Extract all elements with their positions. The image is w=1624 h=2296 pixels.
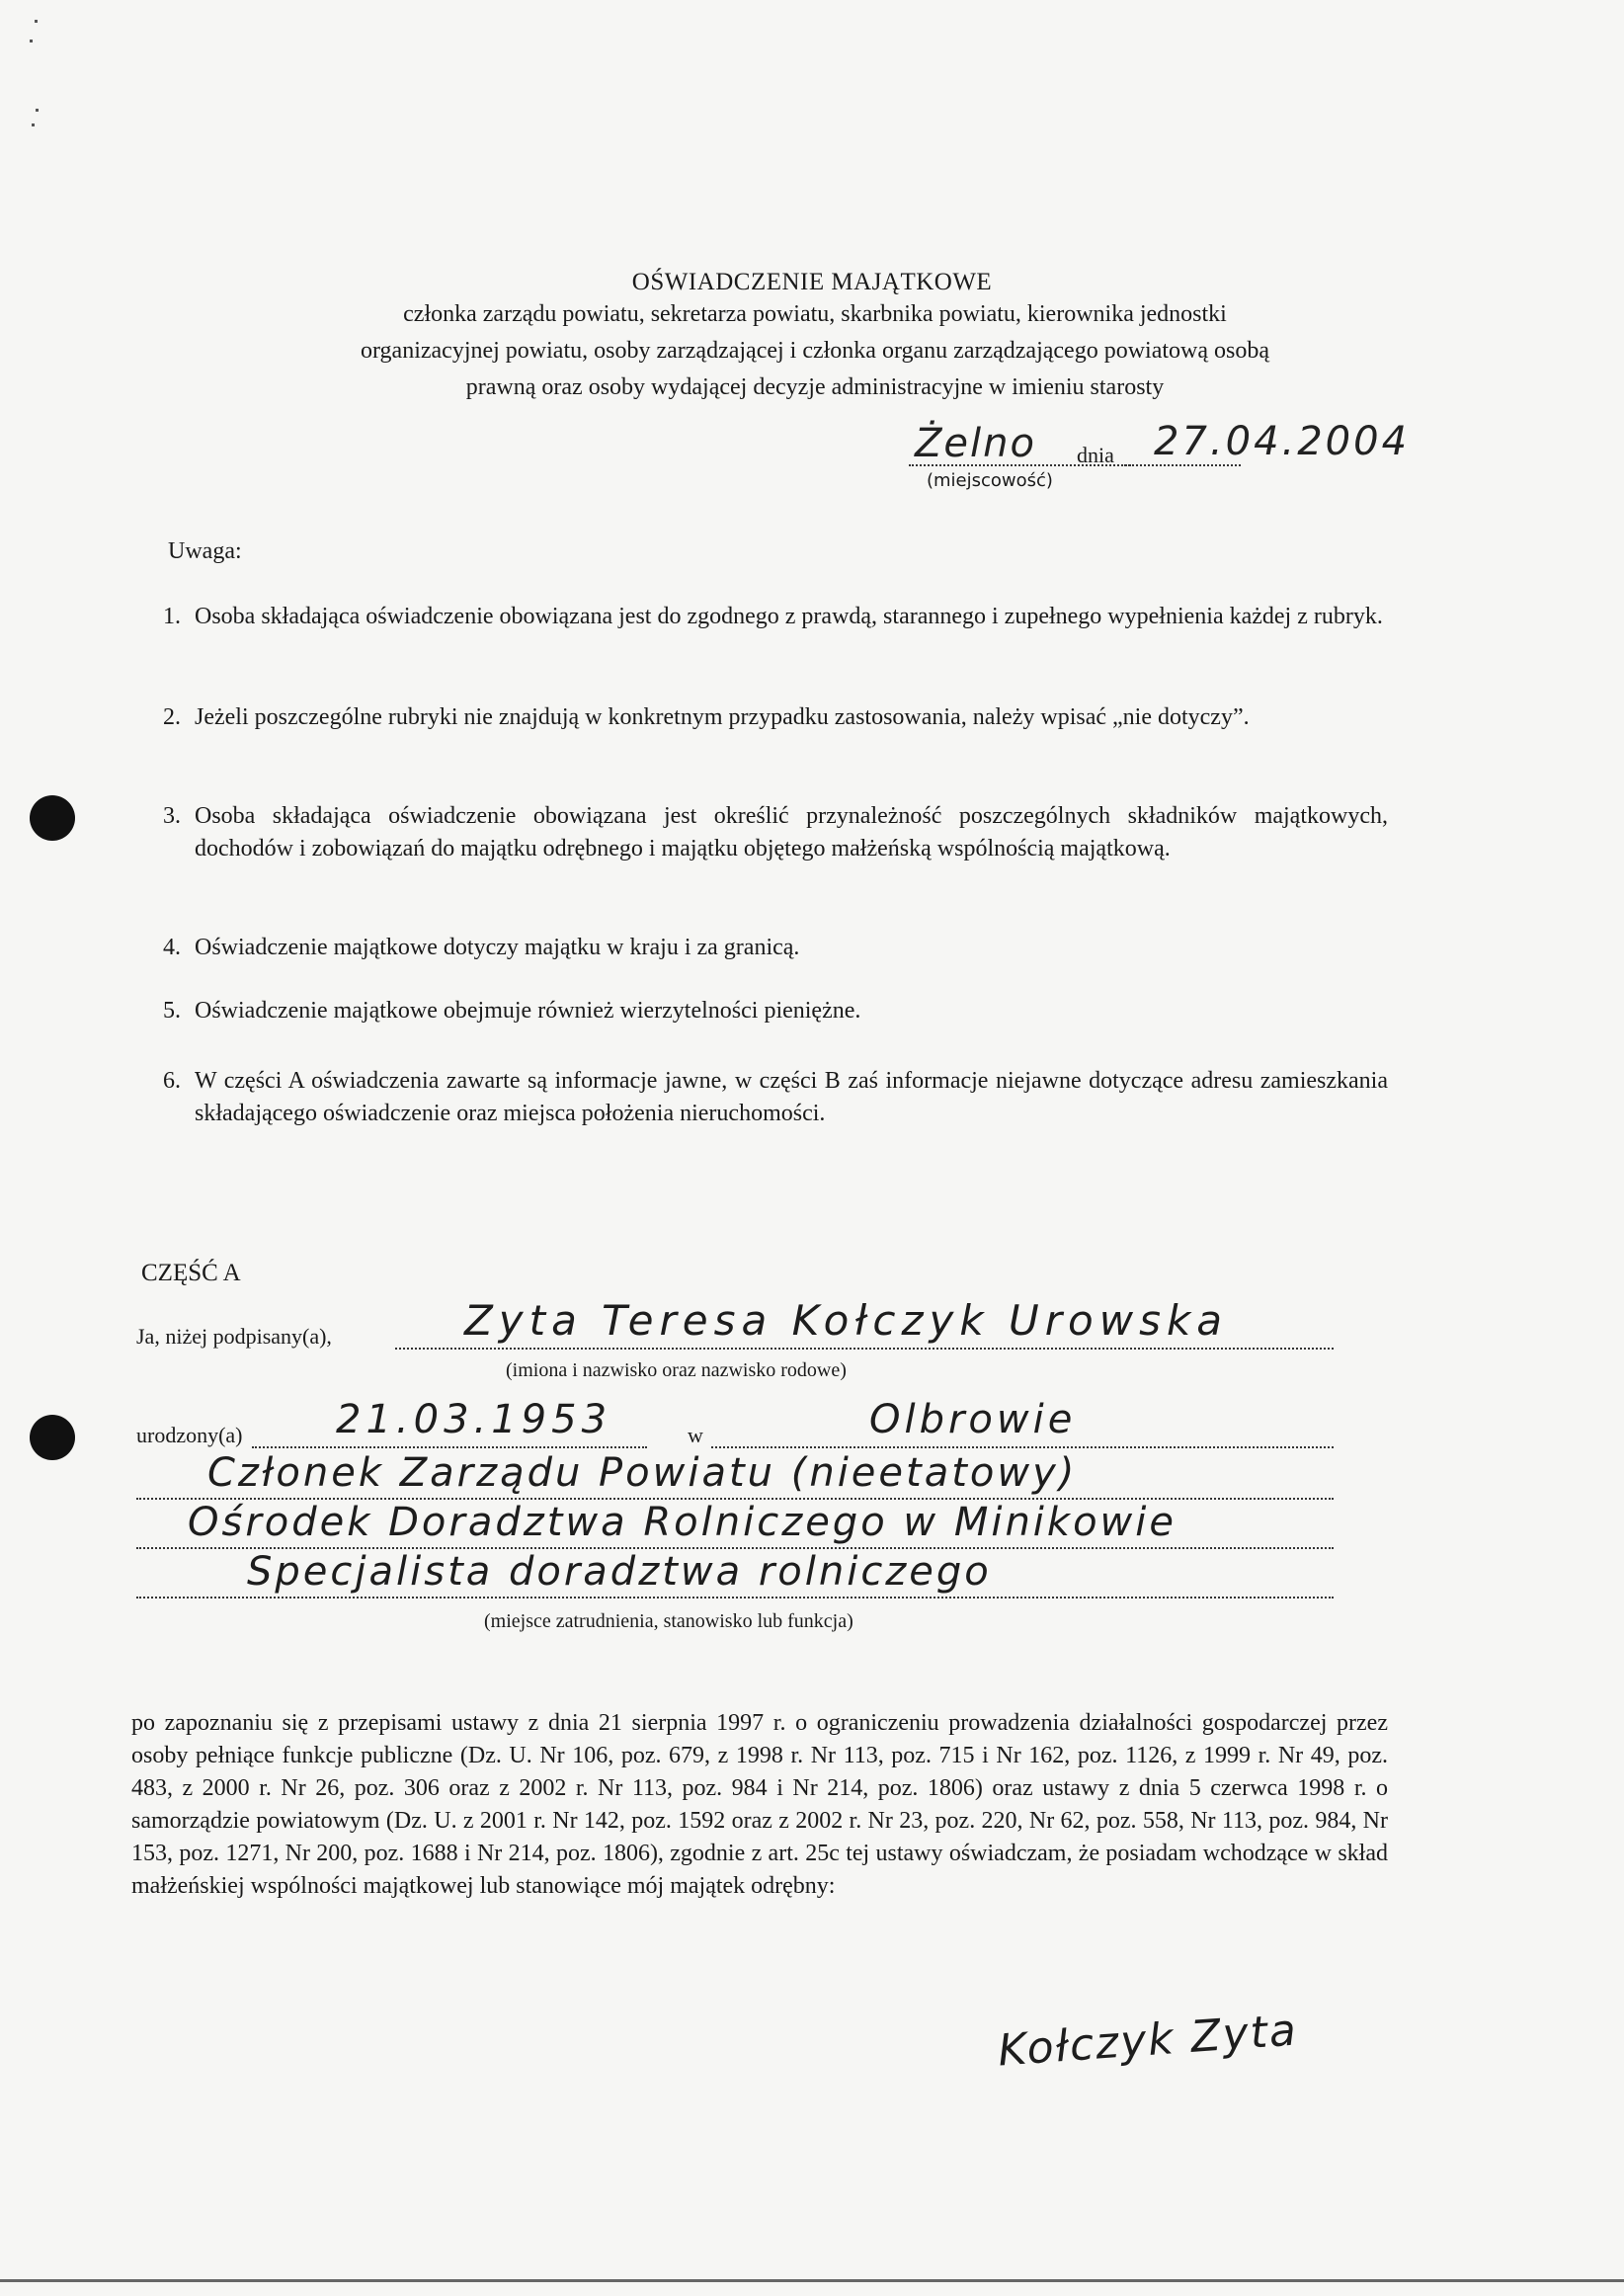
place-value: Żelno <box>915 421 1036 466</box>
note-number: 6. <box>163 1068 181 1094</box>
note-item <box>153 932 1388 967</box>
employment-line <box>136 1597 1334 1599</box>
punch-hole <box>30 795 75 841</box>
note-item <box>153 701 1388 771</box>
born-place-value: Olbrowie <box>869 1397 1077 1442</box>
employment-value: Członek Zarządu Powiatu (nieetatowy) <box>207 1450 1078 1496</box>
note-number: 3. <box>163 803 181 829</box>
note-text: W części A oświadczenia zawarte są informacje jawne, w części B zaś informacje niejawne dotyczące adresu zamieszkania składającego oświadczenie oraz miejsca położenia nieruchomości. <box>195 1068 1388 1126</box>
date-label: dnia <box>1077 443 1114 467</box>
subtitle-line: organizacyjnej powiatu, osoby zarządzającej i członka organu zarządzającego powiatową osobą <box>360 338 1269 364</box>
note-number: 1. <box>163 604 181 629</box>
scan-mark <box>32 123 35 126</box>
scan-mark <box>30 40 33 42</box>
born-in-label: w <box>688 1423 703 1447</box>
note-text: Oświadczenie majątkowe obejmuje również wierzytelności pieniężne. <box>195 998 861 1024</box>
born-label: urodzony(a) <box>136 1423 243 1447</box>
part-a-heading: CZĘŚĆ A <box>141 1260 241 1286</box>
subtitle-line: prawną oraz osoby wydającej decyzje administracyjne w imieniu starosty <box>465 374 1165 400</box>
name-value: Zyta Teresa Kołczyk Urowska <box>464 1296 1229 1345</box>
scan-bottom-edge <box>0 2279 1624 2282</box>
notes-heading: Uwaga: <box>168 538 242 564</box>
date-line <box>1124 464 1241 466</box>
subtitle-line: członka zarządu powiatu, sekretarza powiatu, skarbnika powiatu, kierownika jednostki <box>403 301 1227 327</box>
note-number: 5. <box>163 998 181 1024</box>
born-date-value: 21.03.1953 <box>336 1397 612 1442</box>
note-text: Oświadczenie majątkowe dotyczy majątku w kraju i za granicą. <box>195 935 800 960</box>
note-item <box>153 995 1388 1030</box>
name-line <box>395 1348 1334 1350</box>
signed-label: Ja, niżej podpisany(a), <box>136 1324 332 1349</box>
employment-value: Specjalista doradztwa rolniczego <box>247 1549 992 1595</box>
document-title: OŚWIADCZENIE MAJĄTKOWE <box>631 269 993 295</box>
scan-mark <box>36 109 39 112</box>
note-item <box>153 601 1388 670</box>
signature: Kołczyk Zyta <box>996 2005 1300 2077</box>
punch-hole <box>30 1415 75 1460</box>
employment-caption: (miejsce zatrudnienia, stanowisko lub funkcja) <box>484 1610 853 1632</box>
born-date-line <box>252 1446 647 1448</box>
note-item <box>153 800 1388 899</box>
note-text: Osoba składająca oświadczenie obowiązana jest do zgodnego z prawdą, starannego i zupełnego wypełnienia każdej z rubryk. <box>195 604 1383 629</box>
place-caption: (miejscowość) <box>927 470 1053 491</box>
note-number: 2. <box>163 704 181 730</box>
date-value: 27.04.2004 <box>1154 419 1411 464</box>
note-text: Jeżeli poszczególne rubryki nie znajdują w konkretnym przypadku zastosowania, należy wpisać „nie dotyczy”. <box>195 704 1250 730</box>
document-subtitle <box>227 296 1403 406</box>
employment-value: Ośrodek Doradztwa Rolniczego w Minikowie <box>188 1500 1177 1545</box>
name-caption: (imiona i nazwisko oraz nazwisko rodowe) <box>506 1359 847 1381</box>
note-text: Osoba składająca oświadczenie obowiązana jest określić przynależność poszczególnych składników majątkowych, dochodów i zobowiązań do majątku odrębnego i majątku objętego małżeńską wspólnością majątkową. <box>195 803 1388 861</box>
declaration-text: po zapoznaniu się z przepisami ustawy z dnia 21 sierpnia 1997 r. o ograniczeniu prowadzenia działalności gospodarczej przez osoby pełniące funkcje publiczne (Dz. U. Nr 106, poz. 679, z 1998 r. Nr 113, poz. 715 i Nr 162, poz. 1126, z 1999 r. Nr 49, poz. 483, z 2000 r. Nr 26, poz. 306 oraz z 2002 r. Nr 113, poz. 984 i Nr 214, poz. 1806) oraz ustawy z dnia 5 czerwca 1998 r. o samorządzie powiatowym (Dz. U. z 2001 r. Nr 142, poz. 1592 oraz z 2002 r. Nr 23, poz. 220, Nr 62, poz. 558, Nr 113, poz. 984, Nr 153, poz. 1271, Nr 200, poz. 1688 i Nr 214, poz. 1806), zgodnie z art. 25c tej ustawy oświadczam, że posiadam wchodzące w skład małżeńskiej wspólności majątkowej lub stanowiące mój majątek odrębny: <box>131 1710 1388 1899</box>
born-place-line <box>711 1446 1334 1448</box>
note-item <box>153 1065 1388 1164</box>
scan-mark <box>35 20 38 23</box>
note-number: 4. <box>163 935 181 960</box>
place-date-row <box>889 419 1422 524</box>
